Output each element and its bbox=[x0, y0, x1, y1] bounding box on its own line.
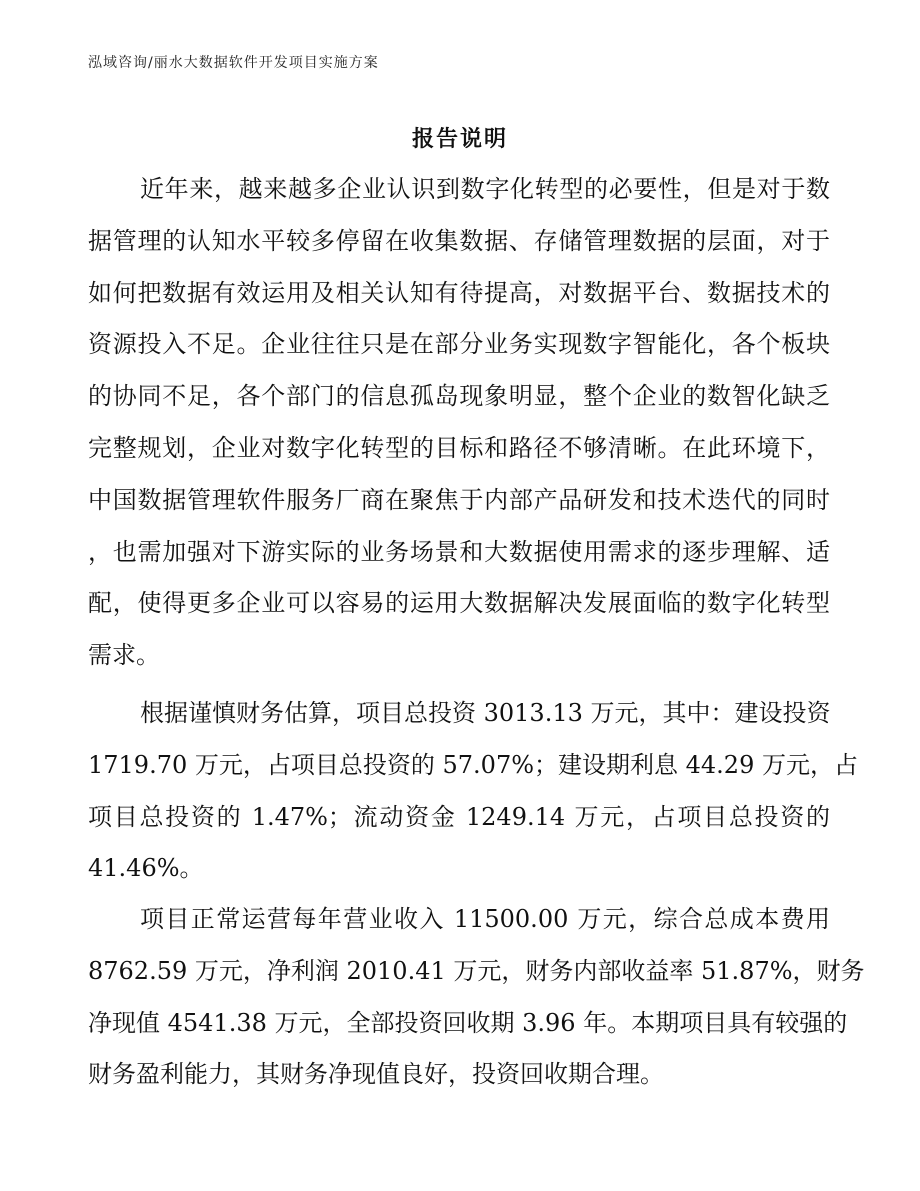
paragraph-line: 据管理的认知水平较多停留在收集数据、存储管理数据的层面，对于 bbox=[88, 226, 830, 255]
paragraph-line: 项目总投资的 1.47%；流动资金 1249.14 万元，占项目总投资的 bbox=[88, 802, 830, 831]
paragraph-line: 1719.70 万元，占项目总投资的 57.07%；建设期利息 44.29 万元，占 bbox=[88, 750, 858, 779]
paragraph-line: 根据谨慎财务估算，项目总投资 3013.13 万元，其中：建设投资 bbox=[140, 699, 831, 727]
paragraph-line: 资源投入不足。企业往往只是在部分业务实现数字智能化，各个板块 bbox=[88, 330, 830, 359]
paragraph-line: 的协同不足，各个部门的信息孤岛现象明显，整个企业的数智化缺乏 bbox=[88, 382, 830, 411]
paragraph-line: 需求。 bbox=[88, 641, 160, 670]
paragraph-line: 财务盈利能力，其财务净现值良好，投资回收期合理。 bbox=[88, 1060, 664, 1089]
paragraph-line: 配，使得更多企业可以容易的运用大数据解决发展面临的数字化转型 bbox=[88, 589, 830, 618]
paragraph-line: 8762.59 万元，净利润 2010.41 万元，财务内部收益率 51.87%，财务 bbox=[88, 956, 865, 985]
paragraph-line: 净现值 4541.38 万元，全部投资回收期 3.96 年。本期项目具有较强的 bbox=[88, 1008, 848, 1037]
paragraph-line: ，也需加强对下游实际的业务场景和大数据使用需求的逐步理解、适 bbox=[88, 537, 830, 566]
paragraph-line: 中国数据管理软件服务厂商在聚焦于内部产品研发和技术迭代的同时 bbox=[88, 485, 830, 514]
page-header: 泓域咨询/丽水大数据软件开发项目实施方案 bbox=[88, 55, 379, 71]
paragraph-line: 项目正常运营每年营业收入 11500.00 万元，综合总成本费用 bbox=[140, 905, 830, 933]
report-title: 报告说明 bbox=[411, 126, 508, 152]
paragraph-line: 近年来，越来越多企业认识到数字化转型的必要性，但是对于数 bbox=[140, 175, 830, 203]
paragraph-line: 完整规划，企业对数字化转型的目标和路径不够清晰。在此环境下， bbox=[88, 434, 830, 462]
paragraph-line: 41.46%。 bbox=[88, 854, 204, 883]
paragraph-line: 如何把数据有效运用及相关认知有待提高，对数据平台、数据技术的 bbox=[88, 278, 830, 307]
